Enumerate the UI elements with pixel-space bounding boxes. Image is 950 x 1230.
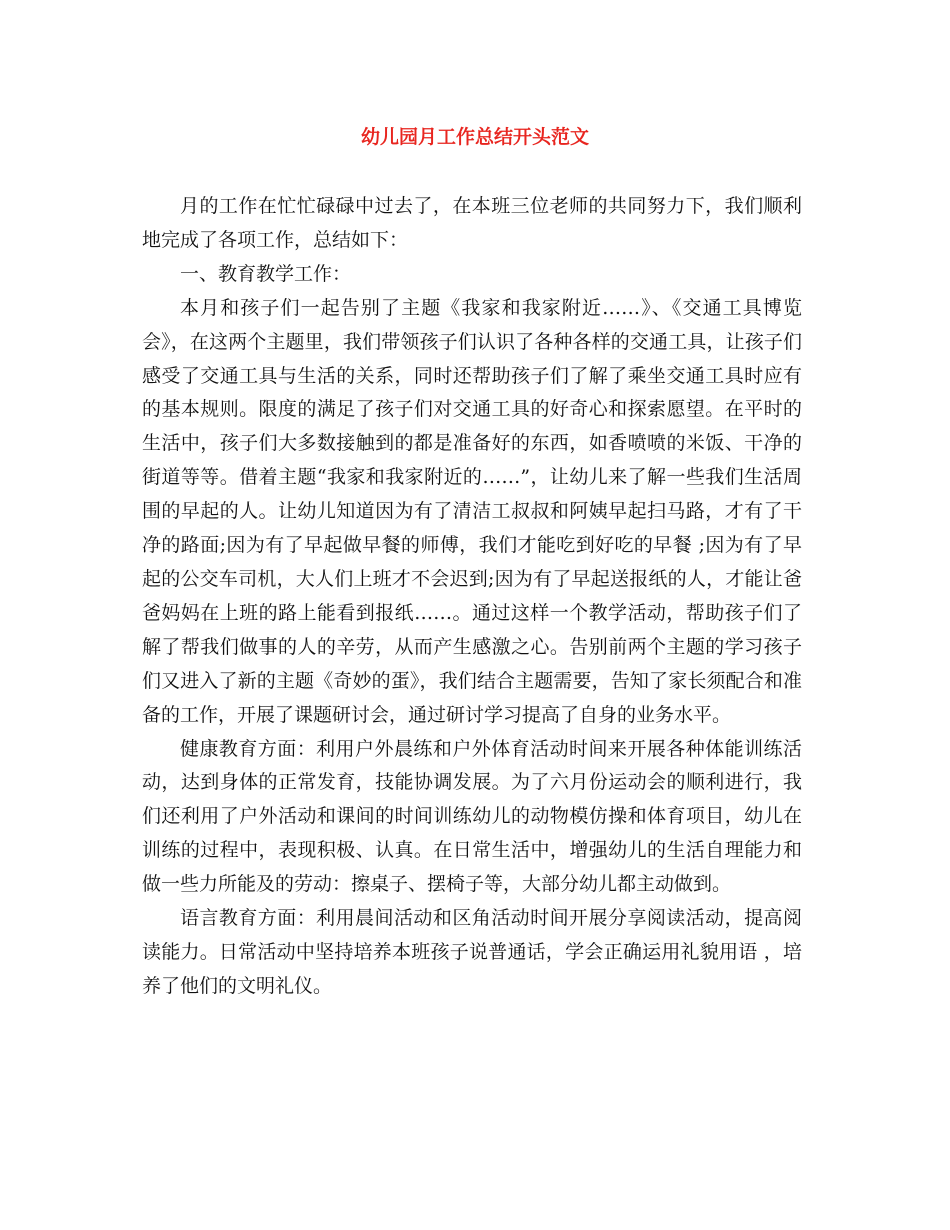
paragraph-language: 语言教育方面：利用晨间活动和区角活动时间开展分享阅读活动，提高阅读能力。日常活动中坚持培养本班孩子说普通话，学会正确运用礼貌用语 ，培养了他们的文明礼仪。 — [142, 907, 802, 997]
document-title: 幼儿园月工作总结开头范文 — [360, 126, 589, 148]
paragraph-health: 健康教育方面：利用户外晨练和户外体育活动时间来开展各种体能训练活动，达到身体的正常发育，技能协调发展。为了六月份运动会的顺利进行，我们还利用了户外活动和课间的时间训练幼儿的动物模仿操和体育项目，幼儿在训练的过程中，表现积极、认真。在日常生活中，增强幼儿的生活自理能力和做一些力所能及的劳动：擦桌子、摆椅子等，大部分幼儿都主动做到。 — [142, 737, 802, 896]
paragraph-intro: 月的工作在忙忙碌碌中过去了，在本班三位老师的共同努力下，我们顺利地完成了各项工作，总结如下： — [142, 195, 802, 251]
paragraph-teaching: 本月和孩子们一起告别了主题《我家和我家附近……》、《交通工具博览会》，在这两个主题里，我们带领孩子们认识了各种各样的交通工具，让孩子们感受了交通工具与生活的关系，同时还帮助孩子们了解了乘坐交通工具时应有的基本规则。限度的满足了孩子们对交通工具的好奇心和探索愿望。在平时的生活中，孩子们大多数接触到的都是准备好的东西，如香喷喷的米饭、干净的街道等等。借着主题“我家和我家附近的……”，让幼儿来了解一些我们生活周围的早起的人。让幼儿知道因为有了清洁工叔叔和阿姨早起扫马路，才有了干净的路面;因为有了早起做早餐的师傅，我们才能吃到好吃的早餐 ;因为有了早起的公交车司机，大人们上班才不会迟到;因为有了早起送报纸的人，才能让爸爸妈妈在上班的路上能看到报纸……。通过这样一个教学活动，帮助孩子们了解了帮我们做事的人的辛劳，从而产生感激之心。告别前两个主题的学习孩子们又进入了新的主题《奇妙的蛋》，我们结合主题需要，告知了家长须配合和准备的工作，开展了课题研讨会，通过研讨学习提高了自身的业务水平。 — [142, 296, 802, 726]
section-heading-teaching: 一、教育教学工作： — [180, 262, 352, 285]
document-body — [142, 190, 802, 1004]
